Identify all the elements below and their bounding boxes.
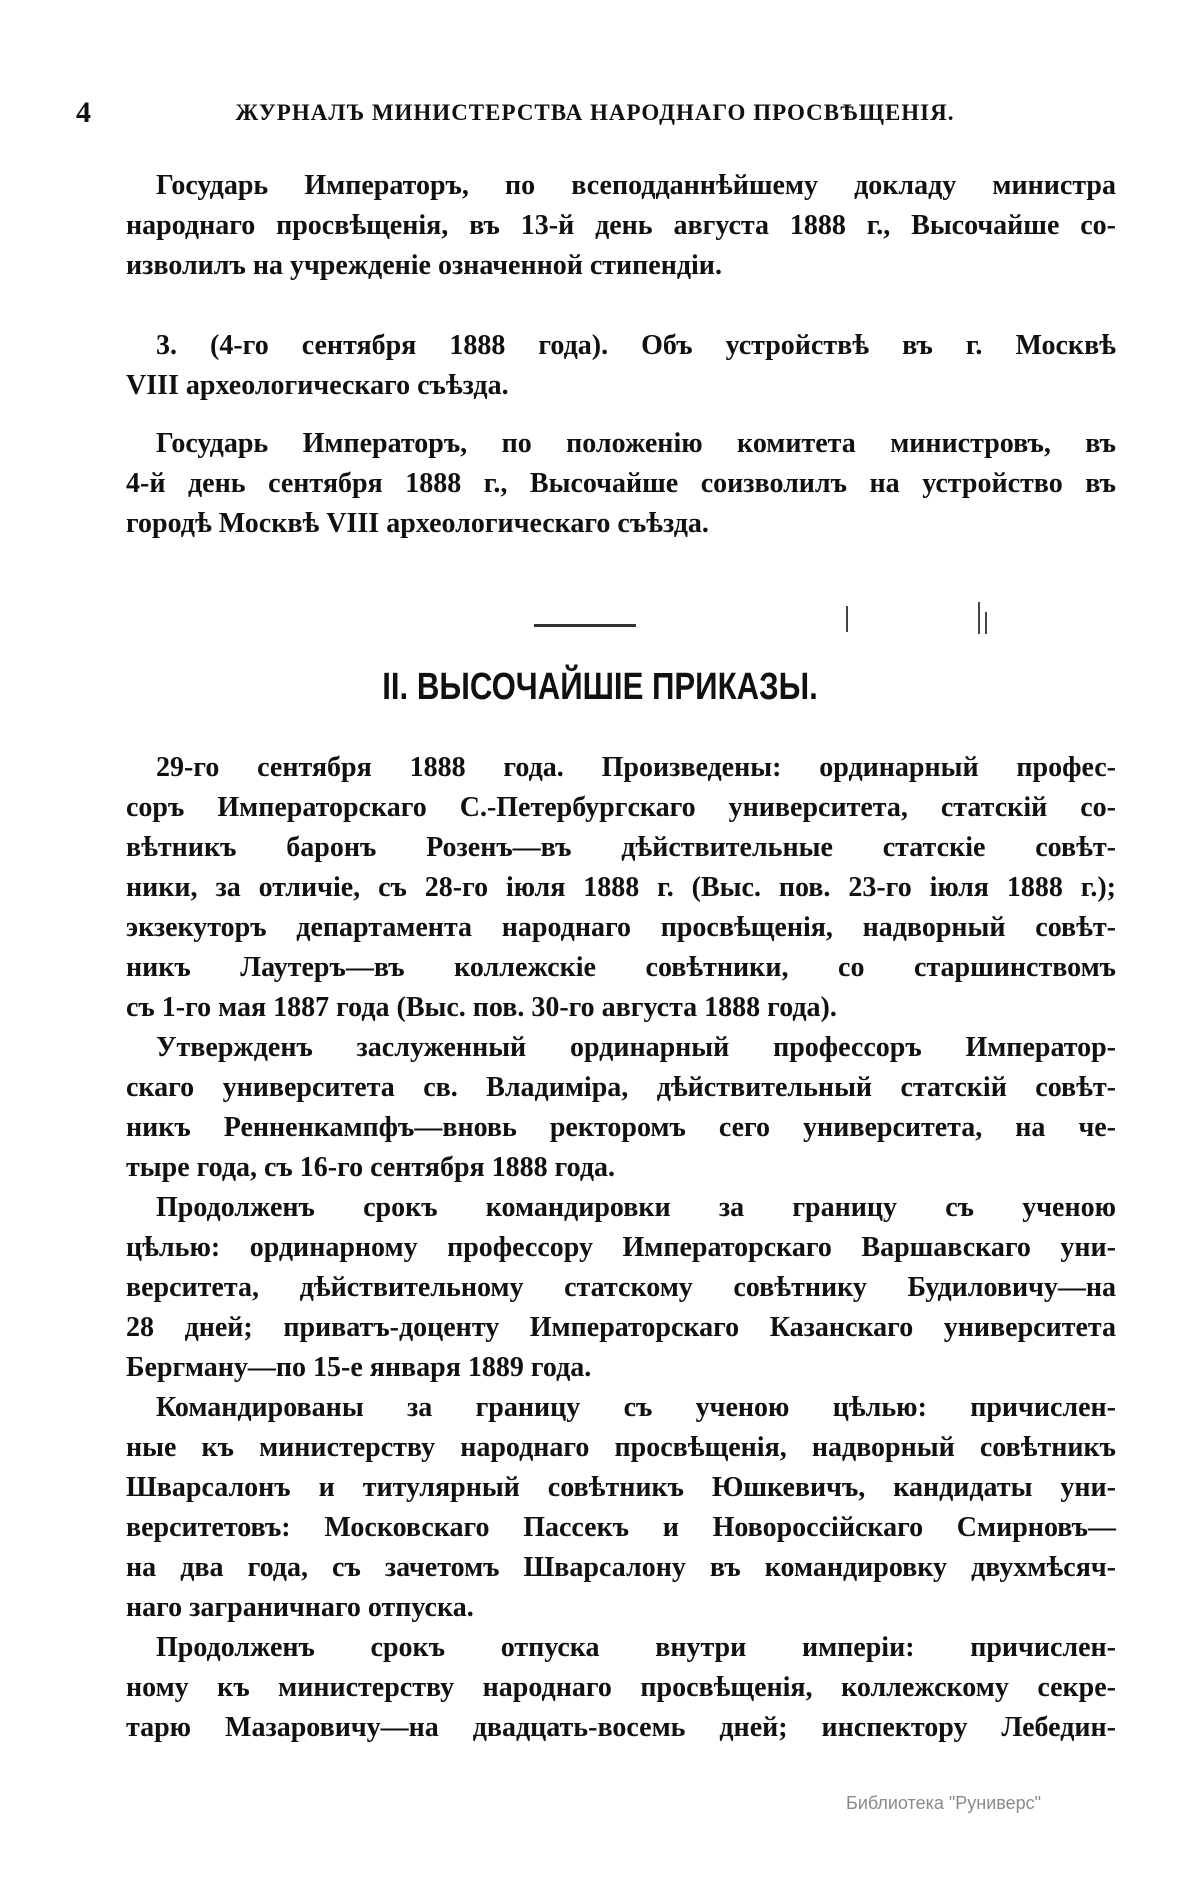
text-line: Продолженъ срокъ командировки за границу съ ученою xyxy=(156,1192,1116,1223)
text-line: ному къ министерству народнаго просвѣщенія, коллежскому секре- xyxy=(126,1672,1116,1703)
section-heading: II. ВЫСОЧАЙШІЕ ПРИКАЗЫ. xyxy=(382,666,818,708)
text-line: тарю Мазаровичу—на двадцать-восемь дней; инспектору Лебедин- xyxy=(126,1712,1116,1743)
text-line: ники, за отличіе, съ 28-го іюля 1888 г. (Выс. пов. 23-го іюля 1888 г.); xyxy=(126,872,1116,903)
text-line: Бергману—по 15-е января 1889 года. xyxy=(126,1352,592,1383)
text-line: наго заграничнаго отпуска. xyxy=(126,1592,474,1623)
text-line: Государь Императоръ, по положенію комитета министровъ, въ xyxy=(156,428,1116,459)
text-line: 28 дней; приватъ-доценту Императорскаго Казанскаго университета xyxy=(126,1312,1116,1343)
text-line: VIII археологическаго съѣзда. xyxy=(126,370,509,401)
paragraph-stipend-approval xyxy=(126,166,1116,286)
text-line: съ 1-го мая 1887 года (Выс. пов. 30-го августа 1888 года). xyxy=(126,992,837,1023)
paragraph-congress-approval xyxy=(126,424,1116,544)
paragraph-item-3-title xyxy=(126,326,1116,406)
text-line: цѣлью: ординарному профессору Императорскаго Варшавскаго уни- xyxy=(126,1232,1116,1263)
text-line: вѣтникъ баронъ Розенъ—въ дѣйствительные статскіе совѣт- xyxy=(126,832,1116,863)
text-line: изволилъ на учрежденіе означенной стипендіи. xyxy=(126,250,722,281)
text-line: никъ Ренненкампфъ—вновь ректоромъ сего университета, на че- xyxy=(126,1112,1116,1143)
text-line: 4-й день сентября 1888 г., Высочайше соизволилъ на устройство въ xyxy=(126,468,1116,499)
text-line: народнаго просвѣщенія, въ 13-й день августа 1888 г., Высочайше со- xyxy=(126,210,1116,241)
text-line: соръ Императорскаго С.-Петербургскаго университета, статскій со- xyxy=(126,792,1116,823)
library-watermark: Библиотека "Руниверс" xyxy=(846,1793,1042,1813)
text-line: Утвержденъ заслуженный ординарный профессоръ Император- xyxy=(156,1032,1116,1063)
text-line: экзекуторъ департамента народнаго просвѣщенія, надворный совѣт- xyxy=(126,912,1116,943)
text-line: тыре года, съ 16-го сентября 1888 года. xyxy=(126,1152,616,1183)
text-line: верситета, дѣйствительному статскому совѣтнику Будиловичу—на xyxy=(126,1272,1116,1303)
section-divider xyxy=(534,624,636,627)
text-line: 3. (4-го сентября 1888 года). Объ устройствѣ въ г. Москвѣ xyxy=(156,330,1116,361)
scan-artifact-mark xyxy=(978,602,980,634)
text-line: Государь Императоръ, по всеподданнѣйшему докладу министра xyxy=(156,170,1116,201)
text-line: Шварсалонъ и титулярный совѣтникъ Юшкевичъ, кандидаты уни- xyxy=(126,1472,1116,1503)
page-number: 4 xyxy=(76,96,91,129)
text-line: верситетовъ: Московскаго Пассекъ и Новороссійскаго Смирновъ— xyxy=(126,1512,1116,1543)
orders-body xyxy=(126,748,1116,1748)
text-line: ные къ министерству народнаго просвѣщенія, надворный совѣтникъ xyxy=(126,1432,1116,1463)
text-line: никъ Лаутеръ—въ коллежскіе совѣтники, со старшинствомъ xyxy=(126,952,1116,983)
scan-artifact-mark xyxy=(846,606,848,632)
running-title: ЖУРНАЛЪ МИНИСТЕРСТВА НАРОДНАГО ПРОСВѢЩЕНІЯ. xyxy=(235,100,955,125)
text-line: скаго университета св. Владиміра, дѣйствительный статскій совѣт- xyxy=(126,1072,1116,1103)
text-line: на два года, съ зачетомъ Шварсалону въ командировку двухмѣсяч- xyxy=(126,1552,1116,1583)
scan-artifact-mark xyxy=(985,612,987,634)
text-line: Командированы за границу съ ученою цѣлью: причислен- xyxy=(156,1392,1116,1423)
text-line: 29-го сентября 1888 года. Произведены: ординарный профес- xyxy=(156,752,1116,783)
text-line: Продолженъ срокъ отпуска внутри имперіи: причислен- xyxy=(156,1632,1116,1663)
text-line: городѣ Москвѣ VIII археологическаго съѣзда. xyxy=(126,508,709,539)
